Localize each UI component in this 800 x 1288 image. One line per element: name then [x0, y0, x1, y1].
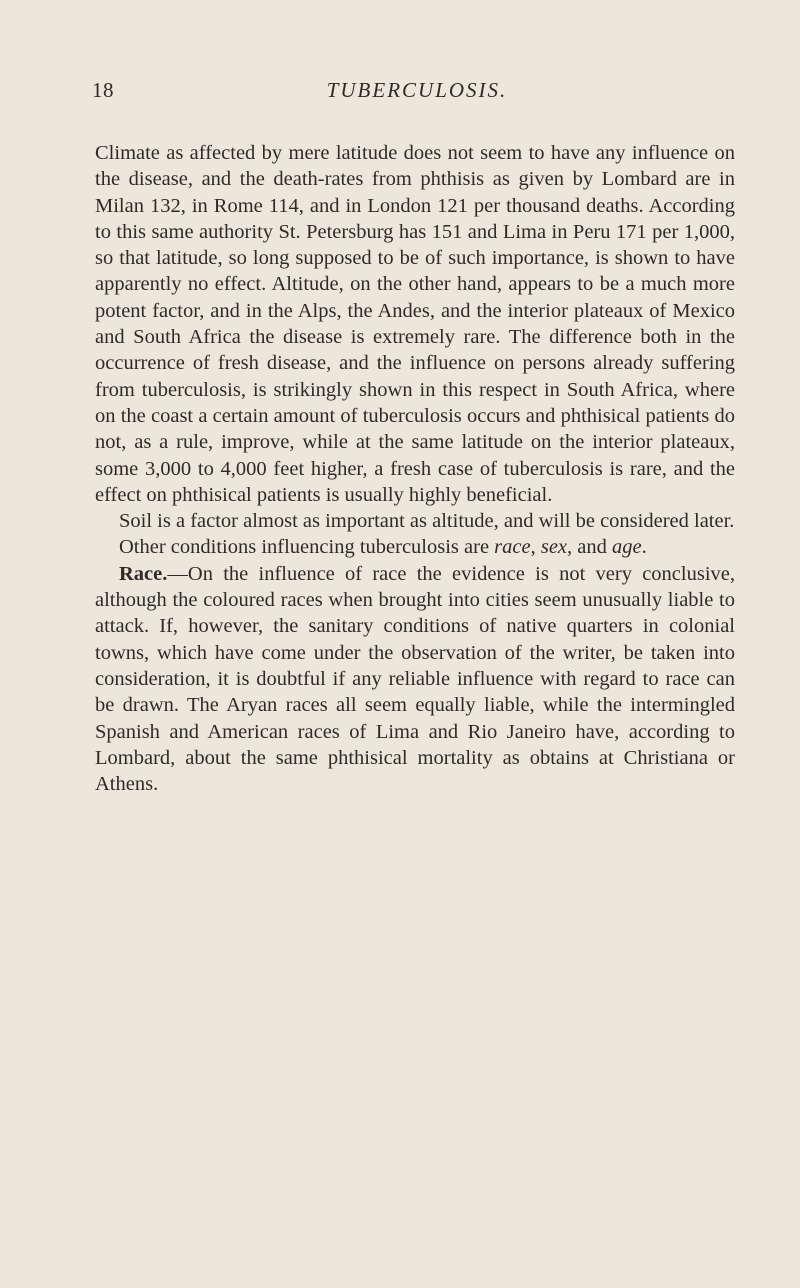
paragraph-race [95, 561, 735, 798]
page-number: 18 [92, 78, 114, 102]
paragraph-other-conditions [95, 534, 735, 560]
term-age: age [612, 536, 642, 559]
page-header [92, 78, 742, 106]
term-separator: , and [567, 536, 613, 559]
term-separator: , [530, 536, 541, 559]
paragraph-soil: Soil is a factor almost as important as altitude, and will be considered later. [119, 510, 735, 533]
race-text: —On the influence of race the evidence is not very conclusive, although the coloured races when brought into cities seem unusually liable to attack. If, however, the sanitary conditions of native quarters in colonial towns, which have come under the observation of the writer, be taken into consideration, it is doubtful if any reliable influence with regard to race can be drawn. The Aryan races all seem equally liable, while the intermingled Spanish and American races of Lima and Rio Janeiro have, according to Lombard, about the same phthisical mortality as obtains at Christiana or Athens. [95, 562, 735, 796]
term-sex: sex [540, 536, 568, 559]
running-title: TUBERCULOSIS. [326, 78, 508, 102]
paragraph-climate: Climate as affected by mere latitude does not seem to have any influence on the disease, and the death-rates from phthisis as given by Lombard are in Milan 132, in Rome 114, and in London 121 per thousand deaths. According to this same authority St. Petersburg has 151 and Lima in Peru 171 per 1,000, so that latitude, so long supposed to be of such importance, is shown to have apparently no effect. Altitude, on the other hand, appears to be a much more potent factor, and in the Alps, the Andes, and the interior plateaux of Mexico and South Africa the disease is extremely rare. The difference both in the occurrence of fresh disease, and the influence on persons already suffering from tuberculosis, is strikingly shown in this respect in South Africa, where on the coast a certain amount of tuberculosis occurs and phthisical patients do not, as a rule, improve, while at the same latitude on the interior plateaux, some 3,000 to 4,000 feet higher, a fresh case of tuberculosis is rare, and the effect on phthisical patients is usually highly beneficial. [95, 142, 735, 506]
sentence-end: . [641, 536, 647, 559]
race-heading: Race. [119, 562, 168, 585]
term-race: race [494, 536, 531, 559]
other-conditions-lead: Other conditions influencing tuberculosis are [119, 536, 495, 559]
body-text [95, 140, 735, 797]
